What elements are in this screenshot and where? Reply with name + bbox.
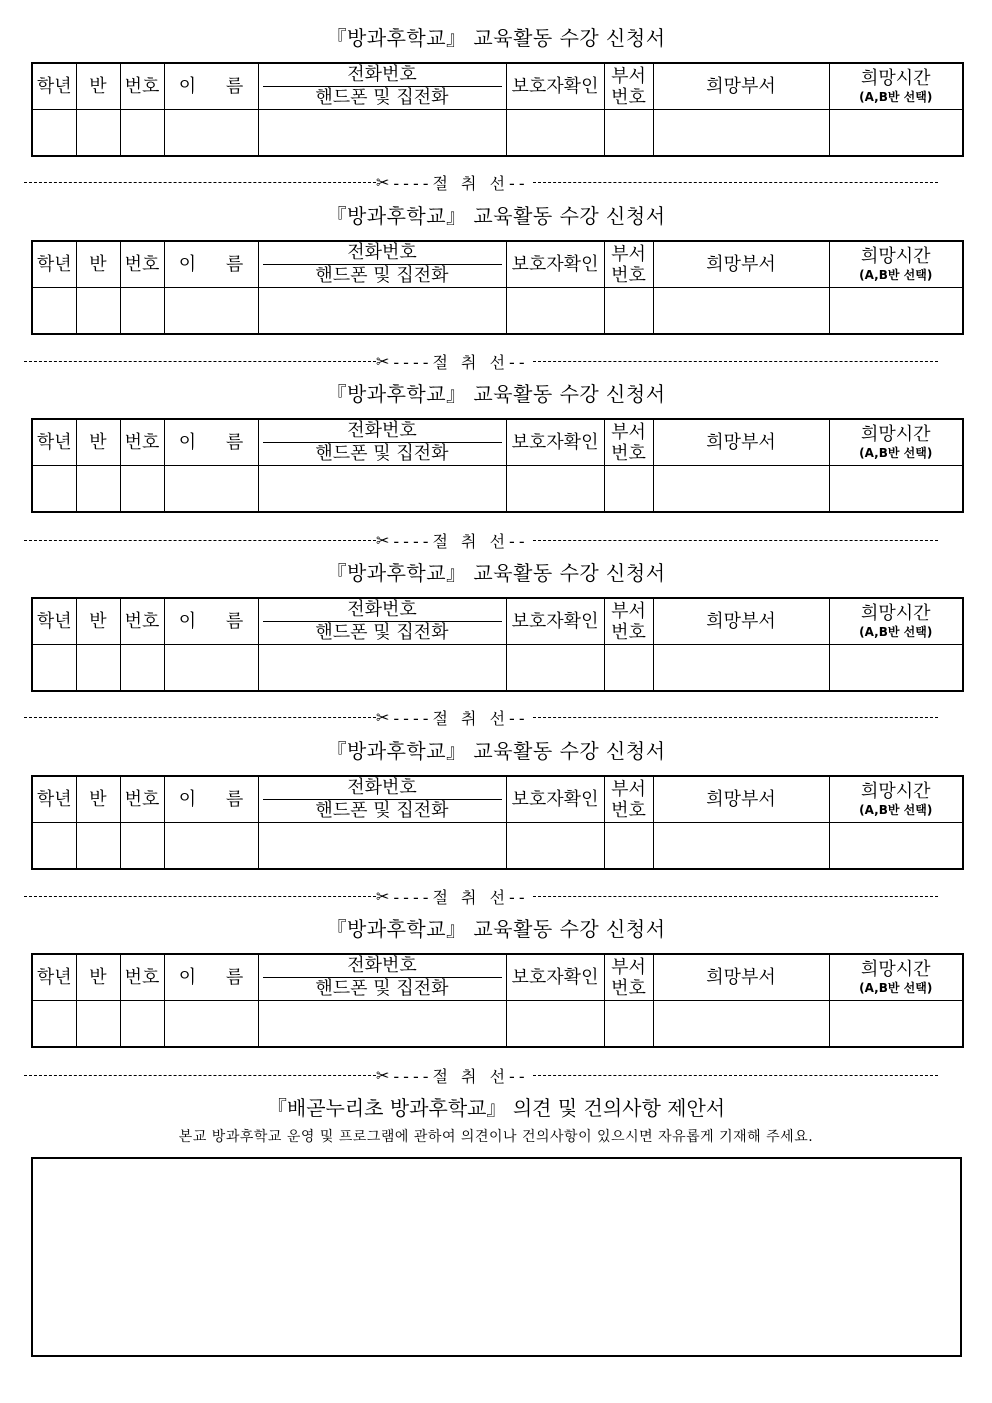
header-time	[829, 419, 963, 466]
input-phone[interactable]	[258, 823, 506, 869]
header-class: 반	[76, 954, 120, 1001]
header-dept-number	[604, 63, 653, 110]
input-time[interactable]	[829, 823, 963, 869]
header-phone-top: 전화번호	[263, 420, 502, 443]
header-time-label: 희망시간	[860, 603, 931, 624]
header-phone-bottom: 핸드폰 및 집전화	[315, 87, 449, 108]
cut-label: ----절 취 선--	[393, 708, 529, 728]
header-name	[164, 776, 258, 823]
header-dept-number	[604, 241, 653, 288]
header-class: 반	[76, 419, 120, 466]
cut-dash-right	[533, 361, 938, 362]
input-time[interactable]	[829, 1001, 963, 1047]
input-class[interactable]	[76, 110, 120, 156]
header-dept-number	[604, 776, 653, 823]
header-name	[164, 63, 258, 110]
input-phone[interactable]	[258, 466, 506, 512]
header-time-note: (A,B반 선택)	[859, 446, 933, 460]
input-class[interactable]	[76, 823, 120, 869]
header-time-note: (A,B반 선택)	[859, 268, 933, 282]
input-number[interactable]	[120, 288, 164, 334]
cut-line	[24, 1065, 938, 1085]
input-phone[interactable]	[258, 110, 506, 156]
cut-line	[24, 707, 938, 727]
suggestion-instructions: 본교 방과후학교 운영 및 프로그램에 관하여 의견이나 건의사항이 있으시면 자유롭게 기재해 주세요.	[178, 1129, 814, 1145]
header-dept: 희망부서	[653, 598, 829, 645]
input-phone[interactable]	[258, 1001, 506, 1047]
input-name[interactable]	[164, 466, 258, 512]
header-phone-top: 전화번호	[263, 242, 502, 265]
header-dept-number	[604, 598, 653, 645]
header-class: 반	[76, 241, 120, 288]
input-dept-number[interactable]	[604, 1001, 653, 1047]
header-time	[829, 954, 963, 1001]
cut-label: ----절 취 선--	[393, 531, 529, 551]
input-dept-number[interactable]	[604, 110, 653, 156]
input-number[interactable]	[120, 823, 164, 869]
header-dept: 희망부서	[653, 954, 829, 1001]
header-name-label: 이 름	[178, 75, 256, 97]
input-guardian[interactable]	[506, 288, 604, 334]
scissors-icon: ✂	[376, 172, 390, 192]
header-grade: 학년	[32, 954, 76, 1001]
input-class[interactable]	[76, 645, 120, 691]
input-number[interactable]	[120, 1001, 164, 1047]
header-time	[829, 776, 963, 823]
header-phone	[258, 419, 506, 466]
cut-dash-left	[24, 182, 376, 183]
header-phone-top: 전화번호	[263, 64, 502, 87]
header-phone-bottom: 핸드폰 및 집전화	[315, 443, 449, 464]
header-dept-number-1: 부서	[611, 243, 646, 265]
cut-dash-left	[24, 540, 376, 541]
input-dept[interactable]	[653, 288, 829, 334]
input-dept[interactable]	[653, 823, 829, 869]
header-dept: 희망부서	[653, 63, 829, 110]
header-dept-number-1: 부서	[611, 956, 646, 978]
header-name-label: 이 름	[178, 253, 256, 275]
header-name	[164, 954, 258, 1001]
header-number: 번호	[120, 598, 164, 645]
header-guardian: 보호자확인	[506, 419, 604, 466]
suggestion-textbox[interactable]	[31, 1157, 962, 1357]
header-phone-bottom: 핸드폰 및 집전화	[315, 265, 449, 286]
header-name	[164, 419, 258, 466]
cut-label: ----절 취 선--	[393, 887, 529, 907]
form-title: 『방과후학교』 교육활동 수강 신청서	[326, 917, 666, 941]
cut-dash-left	[24, 717, 376, 718]
input-name[interactable]	[164, 645, 258, 691]
cut-dash-right	[533, 717, 938, 718]
cut-line	[24, 530, 938, 550]
header-grade: 학년	[32, 63, 76, 110]
header-dept-number	[604, 954, 653, 1001]
suggestion-title: 『배곧누리초 방과후학교』 의견 및 건의사항 제안서	[266, 1096, 726, 1120]
header-dept-number-2: 번호	[611, 442, 646, 464]
cut-dash-right	[533, 896, 938, 897]
header-time-label: 희망시간	[860, 781, 931, 802]
scissors-icon: ✂	[376, 886, 390, 906]
input-class[interactable]	[76, 1001, 120, 1047]
input-grade[interactable]	[32, 288, 76, 334]
header-grade: 학년	[32, 776, 76, 823]
header-grade: 학년	[32, 241, 76, 288]
scissors-icon: ✂	[376, 351, 390, 371]
header-time	[829, 63, 963, 110]
input-dept[interactable]	[653, 466, 829, 512]
header-number: 번호	[120, 954, 164, 1001]
header-phone	[258, 954, 506, 1001]
header-dept-number-2: 번호	[611, 799, 646, 821]
header-dept-number-1: 부서	[611, 778, 646, 800]
registration-table	[31, 953, 964, 1048]
form-title: 『방과후학교』 교육활동 수강 신청서	[326, 26, 666, 50]
header-name-label: 이 름	[178, 431, 256, 453]
header-grade: 학년	[32, 419, 76, 466]
form-title: 『방과후학교』 교육활동 수강 신청서	[326, 739, 666, 763]
header-class: 반	[76, 776, 120, 823]
cut-line	[24, 351, 938, 371]
header-class: 반	[76, 598, 120, 645]
input-grade[interactable]	[32, 110, 76, 156]
input-class[interactable]	[76, 466, 120, 512]
input-time[interactable]	[829, 466, 963, 512]
header-phone-top: 전화번호	[263, 599, 502, 622]
header-time	[829, 241, 963, 288]
header-time-label: 희망시간	[860, 959, 931, 980]
input-grade[interactable]	[32, 1001, 76, 1047]
input-dept[interactable]	[653, 645, 829, 691]
header-number: 번호	[120, 241, 164, 288]
input-guardian[interactable]	[506, 823, 604, 869]
input-number[interactable]	[120, 645, 164, 691]
input-time[interactable]	[829, 288, 963, 334]
header-time-label: 희망시간	[860, 246, 931, 267]
registration-table	[31, 418, 964, 513]
form-title: 『방과후학교』 교육활동 수강 신청서	[326, 561, 666, 585]
header-phone-bottom: 핸드폰 및 집전화	[315, 800, 449, 821]
input-number[interactable]	[120, 466, 164, 512]
input-number[interactable]	[120, 110, 164, 156]
form-title: 『방과후학교』 교육활동 수강 신청서	[326, 382, 666, 406]
registration-table	[31, 62, 964, 157]
scissors-icon: ✂	[376, 707, 390, 727]
header-time	[829, 598, 963, 645]
input-name[interactable]	[164, 823, 258, 869]
input-dept-number[interactable]	[604, 288, 653, 334]
header-name-label: 이 름	[178, 610, 256, 632]
header-phone	[258, 598, 506, 645]
header-name-label: 이 름	[178, 966, 256, 988]
header-number: 번호	[120, 63, 164, 110]
cut-dash-left	[24, 1075, 376, 1076]
header-dept: 희망부서	[653, 419, 829, 466]
header-guardian: 보호자확인	[506, 63, 604, 110]
header-phone-top: 전화번호	[263, 777, 502, 800]
input-grade[interactable]	[32, 645, 76, 691]
header-guardian: 보호자확인	[506, 776, 604, 823]
input-name[interactable]	[164, 110, 258, 156]
header-time-note: (A,B반 선택)	[859, 803, 933, 817]
input-name[interactable]	[164, 288, 258, 334]
header-dept: 희망부서	[653, 241, 829, 288]
cut-dash-left	[24, 361, 376, 362]
header-dept-number-2: 번호	[611, 977, 646, 999]
header-phone	[258, 63, 506, 110]
cut-label: ----절 취 선--	[393, 173, 529, 193]
header-time-note: (A,B반 선택)	[859, 90, 933, 104]
header-dept-number-1: 부서	[611, 65, 646, 87]
cut-dash-right	[533, 1075, 938, 1076]
input-name[interactable]	[164, 1001, 258, 1047]
input-guardian[interactable]	[506, 645, 604, 691]
header-dept-number-1: 부서	[611, 421, 646, 443]
header-dept-number-2: 번호	[611, 264, 646, 286]
cut-label: ----절 취 선--	[393, 352, 529, 372]
cut-dash-right	[533, 182, 938, 183]
header-phone	[258, 241, 506, 288]
input-grade[interactable]	[32, 466, 76, 512]
scissors-icon: ✂	[376, 1065, 390, 1085]
header-dept-number-1: 부서	[611, 600, 646, 622]
input-phone[interactable]	[258, 645, 506, 691]
header-name	[164, 598, 258, 645]
input-class[interactable]	[76, 288, 120, 334]
header-phone-bottom: 핸드폰 및 집전화	[315, 622, 449, 643]
cut-line	[24, 886, 938, 906]
header-guardian: 보호자확인	[506, 954, 604, 1001]
cut-dash-left	[24, 896, 376, 897]
header-time-note: (A,B반 선택)	[859, 625, 933, 639]
header-guardian: 보호자확인	[506, 241, 604, 288]
registration-table	[31, 597, 964, 692]
input-dept-number[interactable]	[604, 466, 653, 512]
input-dept[interactable]	[653, 1001, 829, 1047]
registration-table	[31, 775, 964, 870]
header-phone-top: 전화번호	[263, 955, 502, 978]
header-dept-number	[604, 419, 653, 466]
input-time[interactable]	[829, 645, 963, 691]
input-guardian[interactable]	[506, 1001, 604, 1047]
header-class: 반	[76, 63, 120, 110]
input-time[interactable]	[829, 110, 963, 156]
header-phone-bottom: 핸드폰 및 집전화	[315, 978, 449, 999]
header-dept-number-2: 번호	[611, 86, 646, 108]
input-grade[interactable]	[32, 823, 76, 869]
header-dept-number-2: 번호	[611, 621, 646, 643]
header-number: 번호	[120, 419, 164, 466]
header-number: 번호	[120, 776, 164, 823]
input-phone[interactable]	[258, 288, 506, 334]
header-name-label: 이 름	[178, 788, 256, 810]
input-dept-number[interactable]	[604, 823, 653, 869]
cut-dash-right	[533, 540, 938, 541]
input-guardian[interactable]	[506, 110, 604, 156]
input-dept[interactable]	[653, 110, 829, 156]
header-dept: 희망부서	[653, 776, 829, 823]
header-name	[164, 241, 258, 288]
header-time-label: 희망시간	[860, 68, 931, 89]
header-guardian: 보호자확인	[506, 598, 604, 645]
registration-table	[31, 240, 964, 335]
cut-label: ----절 취 선--	[393, 1066, 529, 1086]
input-dept-number[interactable]	[604, 645, 653, 691]
form-title: 『방과후학교』 교육활동 수강 신청서	[326, 204, 666, 228]
cut-line	[24, 172, 938, 192]
header-phone	[258, 776, 506, 823]
scissors-icon: ✂	[376, 530, 390, 550]
header-time-note: (A,B반 선택)	[859, 981, 933, 995]
header-grade: 학년	[32, 598, 76, 645]
input-guardian[interactable]	[506, 466, 604, 512]
header-time-label: 희망시간	[860, 424, 931, 445]
